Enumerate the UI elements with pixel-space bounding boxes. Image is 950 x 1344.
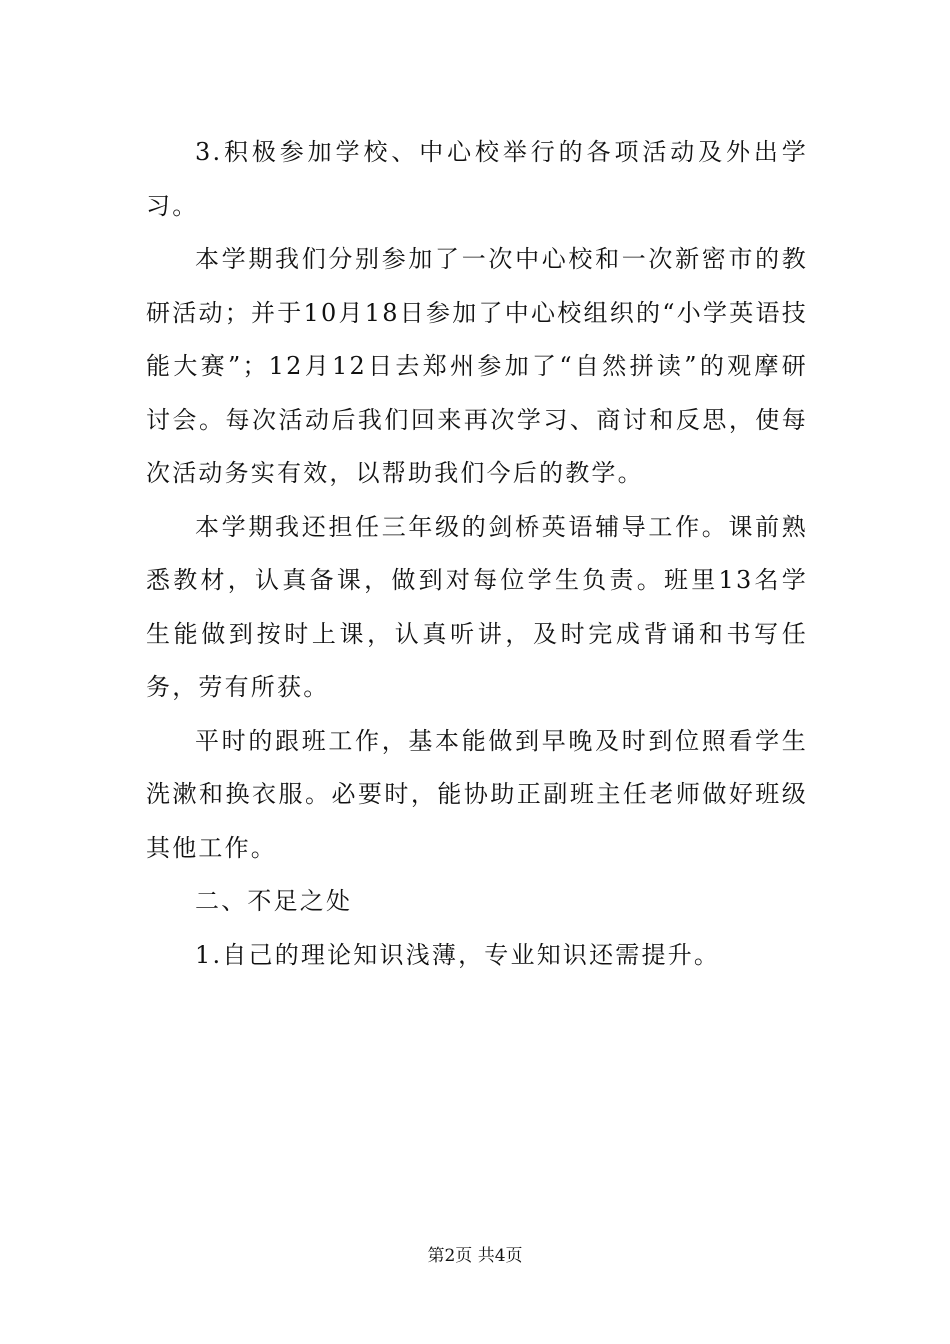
paragraph-research-events: 本学期我们分别参加了一次中心校和一次新密市的教研活动；并于10月18日参加了中心校组织的“小学英语技能大赛”；12月12日去郑州参加了“自然拼读”的观摩研讨会。每次活动后我们回来再次学习、商讨和反思，使每次活动务实有效，以帮助我们今后的教学。 bbox=[146, 245, 808, 487]
section-heading-shortcomings: 二、不足之处 bbox=[195, 887, 353, 915]
document-body bbox=[146, 126, 808, 982]
page-number-footer: 第2页 共4页 bbox=[427, 1246, 523, 1266]
paragraph-cambridge-english: 本学期我还担任三年级的剑桥英语辅导工作。课前熟悉教材，认真备课，做到对每位学生负责。班里13名学生能做到按时上课，认真听讲，及时完成背诵和书写任务，劳有所获。 bbox=[146, 512, 808, 701]
paragraph-class-duty: 平时的跟班工作，基本能做到早晚及时到位照看学生洗漱和换衣服。必要时，能协助正副班主任老师做好班级其他工作。 bbox=[146, 726, 808, 862]
paragraph-activities: 3.积极参加学校、中心校举行的各项活动及外出学习。 bbox=[146, 138, 808, 220]
paragraph-shortcoming-1: 1.自己的理论知识浅薄，专业知识还需提升。 bbox=[195, 940, 721, 969]
